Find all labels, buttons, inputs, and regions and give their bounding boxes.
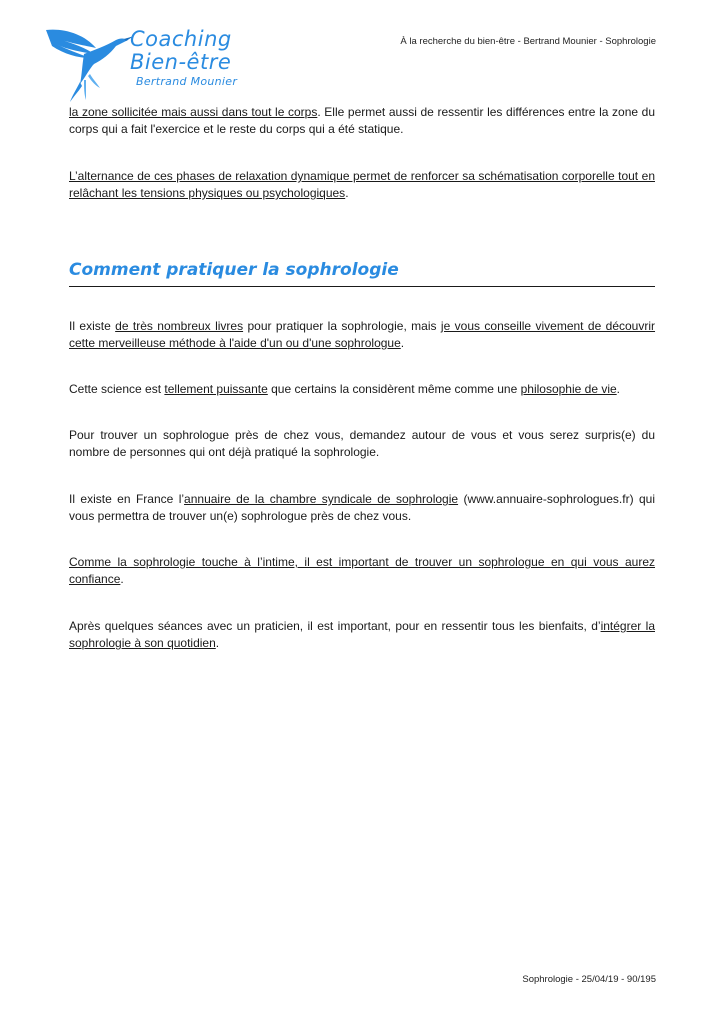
paragraph-text: . [616,382,621,396]
paragraph-text: Pour trouver un sophrologue près de chez vous, demandez autour de vous et vous serez surpris(e) du nombre de personnes qui ont déjà pratiqué la sophrologie. [69,428,655,459]
paragraph-text: Après quelques séances avec un praticien, il est important, pour en ressentir tous les bienfaits, d’ [69,619,601,633]
paragraph-text: . [215,636,220,650]
running-head: À la recherche du bien-être - Bertrand Mounier - Sophrologie [400,36,656,47]
paragraph [69,491,655,525]
logo-line-coaching: Coaching [130,27,232,51]
paragraph [69,618,655,652]
underlined-text: je vous conseille vivement de découvrir cette merveilleuse méthode à l'aide d'un ou d'une sophrologue [69,319,656,350]
paragraph-text: . [400,336,405,350]
underlined-text: L’alternance de ces phases de relaxation dynamique permet de renforcer sa schématisation corporelle tout en relâchant les tensions physiques ou psychologiques [69,169,655,200]
hummingbird-icon [44,24,134,104]
underlined-text: Comme la sophrologie touche à l’intime, il est important de trouver un sophrologue en qui vous aurez confiance [69,555,655,586]
paragraph-text: . [120,572,124,586]
underlined-text: de très nombreux livres [115,319,244,333]
paragraph [69,554,655,588]
underlined-text: tellement puissante [164,382,268,396]
underlined-text: annuaire de la chambre syndicale de sophrologie [184,492,459,506]
underlined-text: la zone sollicitée mais aussi dans tout le corps [69,105,318,119]
paragraph [69,318,655,352]
paragraph-text: . Elle permet aussi de ressentir les différences entre la zone du corps qui a fait l'exercice et le reste du corps qui a été statique. [69,105,656,136]
paragraph-text: que certains la considèrent même comme une [267,382,521,396]
logo-line-bien-etre: Bien-être [130,50,232,74]
underlined-text: intégrer la sophrologie à son quotidien [69,619,655,650]
paragraph-text: Cette science est [69,382,165,396]
paragraph [69,168,655,202]
paragraph-text: (www.annuaire-sophrologues.fr) qui vous permettra de trouver un(e) sophrologue près de chez vous. [69,492,655,523]
logo-wordmark [130,28,237,90]
section-heading: Comment pratiquer la sophrologie [69,258,655,287]
page-header [0,0,724,105]
logo [44,24,244,104]
paragraph [69,381,655,398]
page-footer: Sophrologie - 25/04/19 - 90/195 [522,974,656,985]
underlined-text: philosophie de vie [520,382,617,396]
paragraph-text: . [345,186,349,200]
paragraph-text: Il existe en France l’ [69,492,185,506]
paragraph-text: Il existe [69,319,116,333]
paragraph-text: pour pratiquer la sophrologie, mais [243,319,441,333]
paragraph [69,427,655,461]
paragraph [69,104,655,138]
logo-line-author: Bertrand Mounier [136,75,238,88]
